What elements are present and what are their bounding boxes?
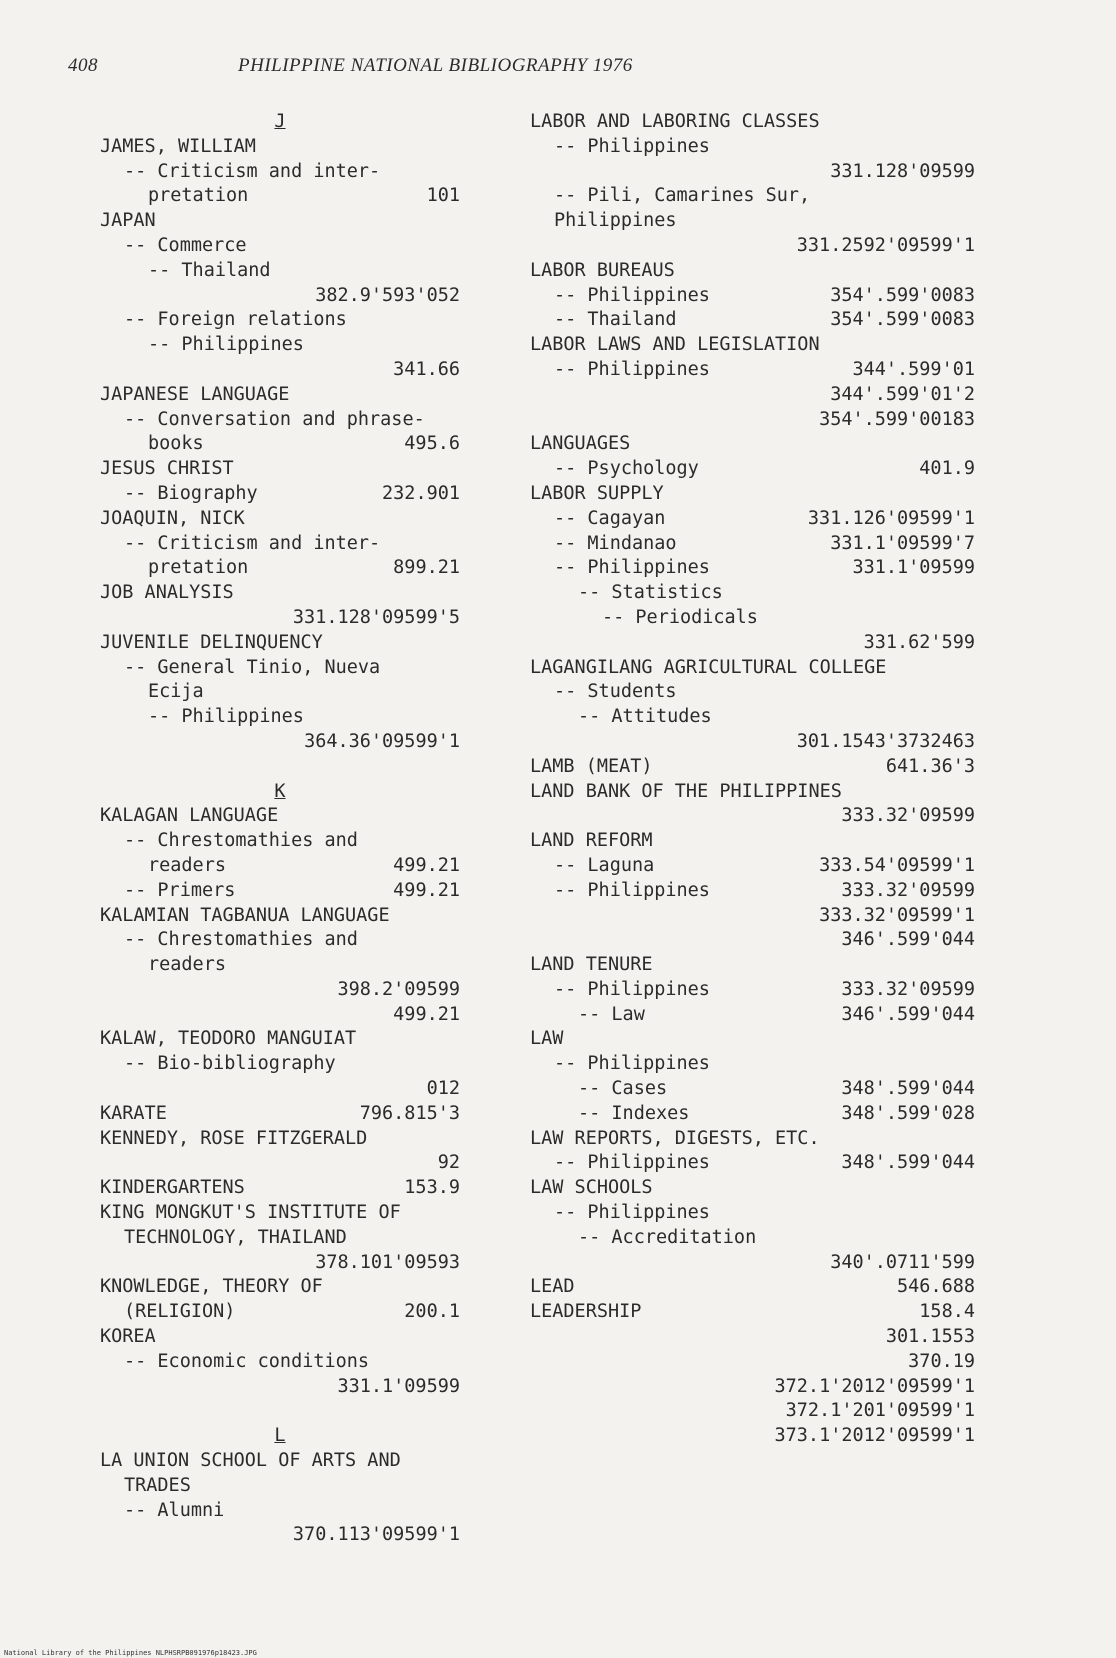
index-entry (530, 110, 975, 135)
entry-heading: -- Philippines (148, 334, 304, 356)
index-entry (100, 1077, 460, 1102)
index-entry (100, 1449, 460, 1474)
index-entry (100, 507, 460, 532)
index-entry (100, 656, 460, 681)
entry-heading: -- Cagayan (554, 507, 666, 529)
entry-heading: LABOR LAWS AND LEGISLATION (530, 334, 820, 356)
class-number: 331.128'09599 (830, 160, 975, 182)
entry-heading: -- Economic conditions (124, 1350, 370, 1372)
entry-heading: -- Students (554, 681, 677, 703)
index-entry (100, 631, 460, 656)
class-number: 333.54'09599'1 (819, 854, 975, 876)
index-entry (100, 680, 460, 705)
entry-heading: -- Psychology (554, 458, 699, 480)
index-entry (530, 829, 975, 854)
entry-heading: -- Philippines (554, 358, 710, 380)
index-entry (100, 383, 460, 408)
entry-heading: -- Philippines (554, 135, 710, 157)
class-number: 153.9 (404, 1177, 460, 1199)
entry-heading: -- Law (578, 1003, 645, 1025)
index-entry (100, 408, 460, 433)
index-entry (100, 1027, 460, 1052)
index-entry (530, 432, 975, 457)
index-entry (100, 135, 460, 160)
index-entry (100, 854, 460, 879)
index-entry (530, 879, 975, 904)
entry-heading: LAND BANK OF THE PHILIPPINES (530, 780, 842, 802)
entry-heading: LABOR SUPPLY (530, 482, 664, 504)
index-entry (530, 556, 975, 581)
page-number: 408 (68, 55, 98, 76)
entry-heading: -- Pili, Camarines Sur, (554, 185, 811, 207)
page-title: PHILIPPINE NATIONAL BIBLIOGRAPHY 1976 (238, 55, 633, 76)
entry-heading: LAMB (MEAT) (530, 755, 653, 777)
class-number: 499.21 (393, 879, 460, 901)
index-entry (530, 1300, 975, 1325)
entry-heading: -- Philippines (554, 284, 710, 306)
class-number: 348'.599'028 (841, 1102, 975, 1124)
entry-heading: -- Commerce (124, 234, 247, 256)
class-number: 346'.599'044 (841, 1003, 975, 1025)
index-entry (530, 1151, 975, 1176)
class-number: 641.36'3 (885, 755, 975, 777)
entry-heading: books (148, 433, 204, 455)
index-entry (530, 507, 975, 532)
entry-heading: -- Statistics (578, 582, 723, 604)
index-entry (530, 259, 975, 284)
entry-heading: TECHNOLOGY, THAILAND (124, 1226, 347, 1248)
index-entry (100, 730, 460, 755)
class-number: 354'.599'0083 (830, 284, 975, 306)
index-entry (100, 1102, 460, 1127)
class-number: 340'.0711'599 (830, 1251, 975, 1273)
index-entry (100, 284, 460, 309)
index-entry (100, 928, 460, 953)
entry-heading: KENNEDY, ROSE FITZGERALD (100, 1127, 368, 1149)
index-entry (530, 135, 975, 160)
index-entry (100, 1251, 460, 1276)
entry-heading: TRADES (124, 1474, 191, 1496)
section-letter: J (274, 111, 286, 132)
index-entry (100, 1003, 460, 1028)
index-entry (530, 184, 975, 209)
class-number: 331.62'599 (863, 631, 975, 653)
index-entry (100, 1176, 460, 1201)
class-number: 499.21 (393, 1003, 460, 1025)
index-entry (100, 482, 460, 507)
scan-footer: National Library of the Philippines NLPHSRPB091976p18423.JPG (4, 1649, 257, 1657)
entry-heading: -- Criticism and inter- (124, 532, 381, 554)
section-letter: L (274, 1425, 286, 1447)
class-number: 372.1'2012'09599'1 (774, 1375, 975, 1397)
class-number: 331.2592'09599'1 (796, 234, 975, 256)
entry-heading: -- Attitudes (578, 706, 712, 728)
index-entry (100, 1151, 460, 1176)
blank-line (100, 755, 460, 780)
index-entry (530, 1176, 975, 1201)
index-entry (530, 1077, 975, 1102)
entry-heading: -- General Tinio, Nueva (124, 656, 381, 678)
index-entry (530, 854, 975, 879)
index-entry (100, 804, 460, 829)
entry-heading: LANGUAGES (530, 433, 631, 455)
index-entry (100, 1127, 460, 1152)
index-entry (100, 1523, 460, 1548)
entry-heading: LABOR AND LABORING CLASSES (530, 111, 820, 132)
index-entry (530, 1201, 975, 1226)
index-entry (530, 457, 975, 482)
index-entry (530, 1350, 975, 1375)
index-entry (530, 804, 975, 829)
index-entry (100, 705, 460, 730)
class-number: 372.1'201'09599'1 (785, 1400, 975, 1422)
class-number: 364.36'09599'1 (304, 730, 460, 752)
entry-heading: -- Philippines (554, 978, 710, 1000)
entry-heading: -- Philippines (554, 557, 710, 579)
entry-heading: -- Primers (124, 879, 236, 901)
index-entry (100, 160, 460, 185)
class-number: 012 (426, 1078, 460, 1100)
index-entry (530, 1052, 975, 1077)
class-number: 331.126'09599'1 (807, 507, 975, 529)
entry-heading: -- Philippines (554, 1202, 710, 1224)
entry-heading: -- Mindanao (554, 532, 677, 554)
entry-heading: JAMES, WILLIAM (100, 135, 256, 157)
index-entry (100, 1201, 460, 1226)
entry-heading: KALAW, TEODORO MANGUIAT (100, 1028, 357, 1050)
entry-heading: KALAGAN LANGUAGE (100, 805, 279, 827)
entry-heading: JUVENILE DELINQUENCY (100, 631, 323, 653)
entry-heading: KOREA (100, 1326, 156, 1348)
entry-heading: -- Chrestomathies and (124, 929, 358, 951)
entry-heading: JAPAN (100, 210, 156, 232)
entry-heading: KINDERGARTENS (100, 1177, 245, 1199)
index-entry (100, 184, 460, 209)
entry-heading: LEAD (530, 1276, 575, 1298)
index-entry (530, 1275, 975, 1300)
index-entry (100, 978, 460, 1003)
class-number: 354'.599'00183 (819, 408, 975, 430)
class-number: 333.32'09599 (841, 879, 975, 901)
index-entry (100, 556, 460, 581)
index-entry (100, 1375, 460, 1400)
class-number: 382.9'593'052 (315, 284, 460, 306)
index-entry (530, 209, 975, 234)
entry-heading: readers (148, 854, 226, 876)
index-entry (530, 1127, 975, 1152)
class-number: 344'.599'01 (852, 358, 975, 380)
index-entry (100, 581, 460, 606)
entry-heading: LAND TENURE (530, 954, 653, 976)
entry-heading: -- Criticism and inter- (124, 160, 381, 182)
index-entry (530, 656, 975, 681)
index-entry (530, 333, 975, 358)
entry-heading: -- Periodicals (602, 606, 758, 628)
class-number: 899.21 (393, 557, 460, 579)
index-entry (100, 532, 460, 557)
index-entry (100, 606, 460, 631)
entry-heading: -- Philippines (554, 879, 710, 901)
class-number: 354'.599'0083 (830, 309, 975, 331)
index-entry (530, 680, 975, 705)
index-entry (100, 457, 460, 482)
index-entry (530, 978, 975, 1003)
entry-heading: -- Biography (124, 482, 258, 504)
class-number: 331.1'09599 (852, 557, 975, 579)
entry-heading: LAW REPORTS, DIGESTS, ETC. (530, 1127, 820, 1149)
entry-heading: JAPANESE LANGUAGE (100, 383, 290, 405)
index-entry (530, 631, 975, 656)
index-entry (530, 383, 975, 408)
entry-heading: -- Thailand (554, 309, 677, 331)
index-entry (530, 408, 975, 433)
index-entry (530, 755, 975, 780)
left-column (100, 110, 460, 1548)
class-number: 331.128'09599'5 (292, 606, 460, 628)
class-number: 331.1'09599'7 (830, 532, 975, 554)
entry-heading: -- Philippines (148, 706, 304, 728)
index-entry (530, 1003, 975, 1028)
entry-heading: -- Laguna (554, 854, 655, 876)
entry-heading: -- Thailand (148, 259, 271, 281)
index-entry (100, 1275, 460, 1300)
index-entry (100, 259, 460, 284)
class-number: 333.32'09599'1 (819, 904, 975, 926)
index-entry (100, 1499, 460, 1524)
index-entry (100, 308, 460, 333)
index-entry (100, 904, 460, 929)
entry-heading: Philippines (554, 210, 677, 232)
index-entry (530, 1102, 975, 1127)
class-number: 499.21 (393, 854, 460, 876)
class-number: 401.9 (919, 458, 975, 480)
class-number: 200.1 (404, 1301, 460, 1323)
class-number: 495.6 (404, 433, 460, 455)
class-number: 370.113'09599'1 (292, 1524, 460, 1546)
entry-heading: LEADERSHIP (530, 1301, 642, 1323)
index-entry (530, 953, 975, 978)
index-entry (100, 1300, 460, 1325)
index-entry (100, 358, 460, 383)
entry-heading: KALAMIAN TAGBANUA LANGUAGE (100, 904, 390, 926)
class-number: 546.688 (897, 1276, 975, 1298)
class-number: 92 (437, 1152, 460, 1174)
index-entry (530, 730, 975, 755)
index-entry (100, 953, 460, 978)
entry-heading: pretation (148, 185, 249, 207)
class-number: 378.101'09593 (315, 1251, 460, 1273)
index-entry (530, 705, 975, 730)
index-entry (100, 1350, 460, 1375)
index-entry (100, 333, 460, 358)
entry-heading: LA UNION SCHOOL OF ARTS AND (100, 1450, 401, 1472)
index-entry (100, 432, 460, 457)
class-number: 370.19 (908, 1350, 975, 1372)
index-entry (530, 904, 975, 929)
index-entry (100, 1052, 460, 1077)
index-entry (530, 780, 975, 805)
entry-heading: -- Indexes (578, 1102, 690, 1124)
entry-heading: -- Foreign relations (124, 309, 347, 331)
index-entry (530, 1325, 975, 1350)
class-number: 796.815'3 (359, 1102, 460, 1124)
section-letter: K (274, 780, 286, 802)
class-number: 158.4 (919, 1301, 975, 1323)
class-number: 301.1543'3732463 (796, 730, 975, 752)
class-number: 101 (426, 185, 460, 207)
index-entry (530, 482, 975, 507)
running-header (68, 55, 1028, 85)
entry-heading: LAW (530, 1028, 564, 1050)
entry-heading: LABOR BUREAUS (530, 259, 675, 281)
index-entry (530, 358, 975, 383)
entry-heading: -- Accreditation (578, 1226, 757, 1248)
right-column (530, 110, 975, 1449)
entry-heading: -- Philippines (554, 1152, 710, 1174)
index-entry (530, 928, 975, 953)
entry-heading: JESUS CHRIST (100, 458, 234, 480)
class-number: 344'.599'01'2 (830, 383, 975, 405)
class-number: 333.32'09599 (841, 805, 975, 827)
class-number: 333.32'09599 (841, 978, 975, 1000)
entry-heading: LAND REFORM (530, 830, 653, 852)
index-entry (530, 1375, 975, 1400)
entry-heading: readers (148, 954, 226, 976)
class-number: 232.901 (382, 482, 460, 504)
entry-heading: JOB ANALYSIS (100, 582, 234, 604)
entry-heading: LAW SCHOOLS (530, 1177, 653, 1199)
index-entry (100, 1325, 460, 1350)
class-number: 348'.599'044 (841, 1152, 975, 1174)
index-entry (530, 532, 975, 557)
class-number: 341.66 (393, 358, 460, 380)
index-entry (530, 1399, 975, 1424)
index-entry (530, 1251, 975, 1276)
index-entry (530, 1424, 975, 1449)
index-entry (100, 209, 460, 234)
class-number: 398.2'09599 (337, 978, 460, 1000)
index-entry (530, 284, 975, 309)
entry-heading: LAGANGILANG AGRICULTURAL COLLEGE (530, 656, 887, 678)
class-number: 346'.599'044 (841, 929, 975, 951)
entry-heading: JOAQUIN, NICK (100, 507, 245, 529)
entry-heading: KARATE (100, 1102, 167, 1124)
class-number: 348'.599'044 (841, 1078, 975, 1100)
index-entry (530, 1027, 975, 1052)
index-entry (100, 1474, 460, 1499)
index-entry (100, 1226, 460, 1251)
index-entry (530, 606, 975, 631)
entry-heading: (RELIGION) (124, 1301, 236, 1323)
entry-heading: -- Alumni (124, 1499, 225, 1521)
entry-heading: -- Cases (578, 1078, 668, 1100)
index-entry (100, 234, 460, 259)
entry-heading: Ecija (148, 681, 204, 703)
entry-heading: -- Chrestomathies and (124, 830, 358, 852)
index-entry (530, 581, 975, 606)
entry-heading: pretation (148, 557, 249, 579)
index-entry (530, 160, 975, 185)
entry-heading: KING MONGKUT'S INSTITUTE OF (100, 1202, 401, 1224)
class-number: 301.1553 (885, 1326, 975, 1348)
index-entry (100, 829, 460, 854)
entry-heading: -- Conversation and phrase- (124, 408, 425, 430)
index-entry (530, 1226, 975, 1251)
blank-line (100, 1399, 460, 1424)
index-entry (100, 879, 460, 904)
entry-heading: -- Bio-bibliography (124, 1053, 336, 1075)
index-entry (530, 234, 975, 259)
entry-heading: KNOWLEDGE, THEORY OF (100, 1276, 323, 1298)
index-entry (530, 308, 975, 333)
class-number: 331.1'09599 (337, 1375, 460, 1397)
class-number: 373.1'2012'09599'1 (774, 1425, 975, 1447)
entry-heading: -- Philippines (554, 1053, 710, 1075)
